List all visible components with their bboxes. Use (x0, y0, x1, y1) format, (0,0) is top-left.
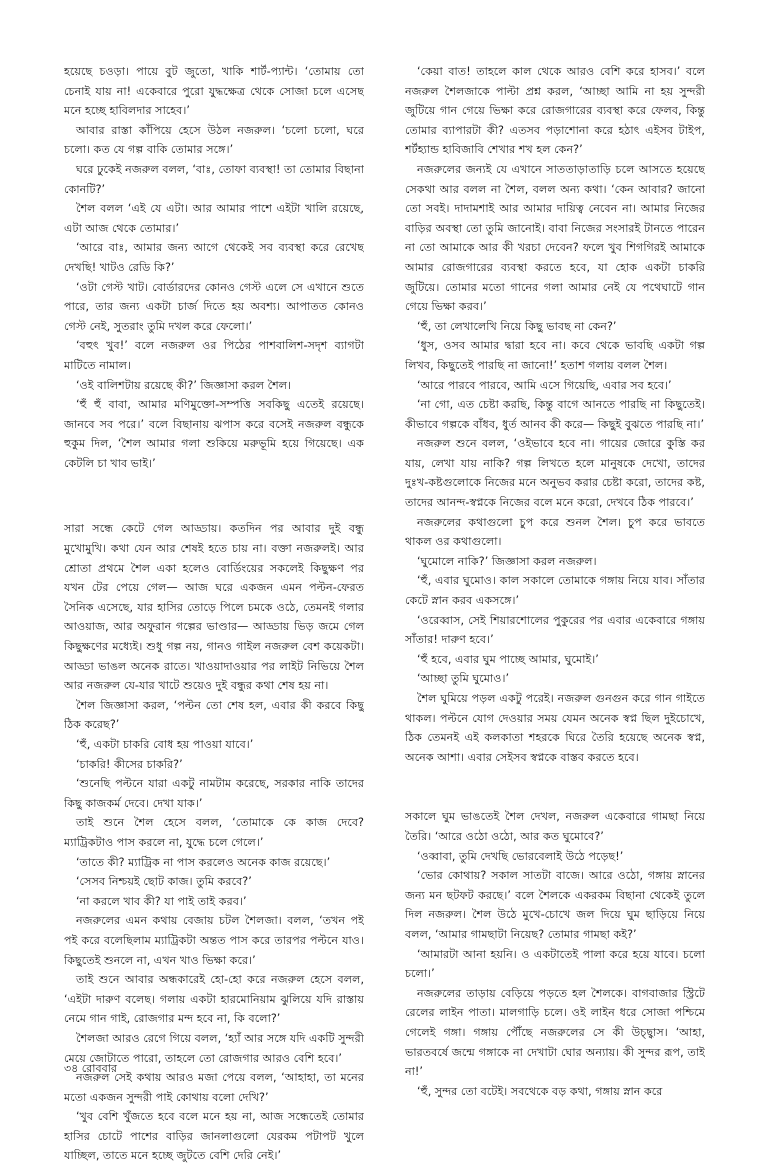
paragraph: শৈল ঘুমিয়ে পড়ল একটু পরেই। নজরুল গুনগুন করে গান গাইতে থাকল। পল্টনে যোগ দেওয়ার সময় যেমন অনেক স্বপ্ন ছিল দুইচোখে, ঠিক তেমনই এই কলকাতা শহরকে ঘিরে তৈরি হয়েছে অনেক স্বপ্ন, অনেক আশা। এবার সেইসব স্বপ্নকে বাস্তব করতে হবে। (405, 692, 705, 764)
paragraph: ‘হুঁ, এবার ঘুমোও। কাল সকালে তোমাকে গঙ্গায় নিয়ে যাব। সাঁতার কেটে স্নান করব একসঙ্গে।’ (405, 574, 705, 608)
paragraph: হয়েছে চওড়া। পায়ে বুট জুতো, খাকি শার্ট-প্যান্ট। ‘তোমায় তো চেনাই যায় না! একেবারে পুরো যুদ্ধক্ষেত্র থেকে সোজা চলে এসেছ মনে হচ্ছে হাবিলদার সাহেব।’ (64, 65, 364, 118)
paragraph: নজরুল সেই কথায় আরও মজা পেয়ে বলল, ‘আহাহা, তা মনের মতো একজন সুন্দরী পাই কোথায় বলো দেখি?’ (64, 1071, 364, 1104)
paragraph: সকালে ঘুম ভাঙতেই শৈল দেখল, নজরুল একেবারে গামছা নিয়ে তৈরি। ‘আরে ওঠো ওঠো, আর কত ঘুমোবে?’ (405, 810, 705, 843)
paragraph: ঘরে ঢুকেই নজরুল বলল, ‘বাঃ, তোফা ব্যবস্থা! তা তোমার বিছানা কোনটি?’ (64, 162, 364, 196)
paragraph: সারা সন্ধে কেটে গেল আড্ডায়। কতদিন পর আবার দুই বন্ধু মুখোমুখি। কথা যেন আর শেষই হতে চায় না। বক্তা নজরুলই। আর শ্রোতা প্রথমে শৈল একা হলেও বোর্ডিংয়ের সকলেই কিছুক্ষণ পর যখন টের পেয়ে গেল— আজ ঘরে একজন এমন পল্টন-ফেরত সৈনিক এসেছে, যার হাসির তোড়ে পিলে চমকে ওঠে, তেমনই গলার আওয়াজ, আর অফুরান গল্পের ভাণ্ডার— আড্ডায় ভিড় জমে গেল কিছুক্ষণের মধ্যেই। শুধু গল্প নয়, গানও গাইল নজরুল বেশ কয়েকটা। আড্ডা ভাঙল অনেক রাতে। খাওয়াদাওয়ার পর লাইট নিভিয়ে শৈল আর নজরুল যে-যার খাটে শুয়েও দুই বন্ধুর কথা শেষ হয় না। (64, 522, 364, 693)
paragraph: ‘ওরেব্বাস, সেই শিয়ারশোলের পুকুরের পর এবার একেবারে গঙ্গায় সাঁতার! দারুণ হবে।’ (405, 613, 705, 647)
section-break (405, 767, 705, 807)
page-footer: ৩৪ রোববার (64, 1062, 117, 1075)
paragraph: আবার রাস্তা কাঁপিয়ে হেসে উঠল নজরুল। ‘চলো চলো, ঘরে চলো। কত যে গল্প বাকি তোমার সঙ্গে।’ (64, 123, 364, 157)
paragraph: শৈল জিজ্ঞাসা করল, ‘পল্টন তো শেষ হল, এবার কী করবে কিছু ঠিক করেছ?’ (64, 698, 364, 732)
paragraph: নজরুলের এমন কথায় বেজায় চটল শৈলজা। বলল, ‘তখন পই পই করে বলেছিলাম ম্যাট্রিকটা অন্তত পাস করে তারপর পল্টনে যাও। কিছুতেই শুনলে না, এখন খাও ভিক্ষা করে।’ (64, 914, 364, 967)
paragraph: ‘তাতে কী? ম্যাট্রিক না পাস করলেও অনেক কাজ রয়েছে।’ (76, 855, 331, 869)
paragraph: শৈল বলল ‘এই যে এটা। আর আমার পাশে এইটা খালি রয়েছে, এটা আজ থেকে তোমার।’ (64, 202, 364, 235)
paragraph: ‘আরে পারবে পারবে, আমি এসে গিয়েছি, এবার সব হবে।’ (417, 378, 672, 392)
paragraph: ‘হুঁ, তা লেখালেখি নিয়ে কিছু ভাবছ না কেন?’ (417, 319, 617, 333)
paragraph: নজরুলের জন্যই যে এখানে সাততাড়াতাড়ি চলে আসতে হয়েছে সেকথা আর বলল না শৈল, বলল অন্য কথা। ‘কেন আবার? জানো তো সবই। দাদামশাই আর আমার দায়িত্ব নেবেন না। আমার নিজের বাড়ির অবস্থা তো তুমি জানোই। বাবা নিজের সংসারই টানতে পারেন না তো আমাকে আর কী খরচা দেবেন? ফলে খুব শিগগিরই আমাকে আমার রোজগারের ব্যবস্থা করতে হবে, যা হোক একটা চাকরি জুটিয়ে। তোমার মতো গানের গলা আমার নেই যে পথেঘাটে গান গেয়ে ভিক্ষা করব।’ (405, 162, 705, 314)
section-break (64, 473, 364, 519)
paragraph: ‘হুঁ হবে, এবার ঘুম পাচ্ছে আমার, ঘুমোই।’ (417, 652, 599, 666)
paragraph: তাই শুনে আবার অন্ধকারেই হো-হো করে নজরুল হেসে বলল, ‘এইটা দারুণ বলেছ। গলায় একটা হারমোনিয়াম ঝুলিয়ে যদি রাস্তায় নেমে গান গাই, রোজগার মন্দ হবে না, কি বলো?’ (64, 973, 364, 1026)
paragraph: ‘খুব বেশি খুঁজতে হবে বলে মনে হয় না, আজ সন্ধেতেই তোমার হাসির চোটে পাশের বাড়ির জানলাগুলো যেরকম পটাপট খুলে যাচ্ছিল, তাতে মনে হচ্ছে জুটতে বেশি দেরি নেই।’ (64, 1110, 364, 1163)
paragraph: ‘আরে বাঃ, আমার জন্য আগে থেকেই সব ব্যবস্থা করে রেখেছ দেখছি! খাটও রেডি কি?’ (64, 241, 364, 274)
paragraph: ‘হুঁ, একটা চাকরি বোধ হয় পাওয়া যাবে।’ (76, 738, 254, 751)
paragraph: ‘হুঁ, সুন্দর তো বটেই। সবথেকে বড় কথা, গঙ্গায় স্নান করে (417, 1084, 663, 1098)
paragraph: ‘না করলে খাব কী? যা পাই তাই করব।’ (76, 894, 247, 908)
paragraph: শৈলজা আরও রেগে গিয়ে বলল, ‘হ্যাঁ আর সঙ্গে যদি একটি সুন্দরী মেয়ে জোটাতে পারো, তাহলে তো রোজগার আরও বেশি হবে।’ (64, 1031, 364, 1065)
paragraph: ‘ঘুমোলে নাকি?’ জিজ্ঞাসা করল নজরুল। (417, 554, 597, 568)
paragraph: ‘চাকরি! কীসের চাকরি?’ (76, 757, 183, 771)
paragraph: ‘ভোর কোথায়? সকাল সাতটা বাজে। আরে ওঠো, গঙ্গায় স্নানের জন্য মন ছটফট করছে।’ বলে শৈলকে একরকম বিছানা থেকেই তুলে দিল নজরুল। শৈল উঠে মুখে-চোখে জল দিয়ে ঘুম ছাড়িয়ে নিয়ে বলল, ‘আমার গামছাটা নিয়েছ? তোমার গামছা কই?’ (405, 869, 705, 941)
paragraph: ‘বহুৎ খুব!’ বলে নজরুল ওর পিঠের পাশবালিশ-সদৃশ ব্যাগটা মাটিতে নামাল। (64, 339, 364, 372)
left-column (64, 62, 364, 1166)
paragraph: ‘ধুস, ওসব আমার দ্বারা হবে না। কবে থেকে ভাবছি একটা গল্প লিখব, কিছুতেই পারছি না জানো!’ হতাশ গলায় বলল শৈল। (405, 339, 705, 372)
paragraph: ‘না গো, এত চেষ্টা করছি, কিন্তু বাগে আনতে পারছি না কিছুতেই। কীভাবে গল্পকে বাঁধব, ধুর্ত আনব কী করে— কিছুই বুঝতে পারছি না।’ (405, 398, 705, 431)
paragraph: তাই শুনে শৈল হেসে বলল, ‘তোমাকে কে কাজ দেবে? ম্যাট্রিকটাও পাস করলে না, যুদ্ধে চলে গেলে।’ (64, 816, 364, 849)
paragraph: ‘আচ্ছা তুমি ঘুমোও।’ (417, 672, 510, 686)
paragraph: ‘আমারটা আনা হয়নি। ও একটাতেই পালা করে হয়ে যাবে। চলো চলো।’ (405, 947, 705, 981)
paragraph: ‘সেসব নিশ্চয়ই ছোট কাজ। তুমি করবে?’ (76, 875, 252, 889)
paragraph: ‘ওটা গেস্ট খাট। বোর্ডারদের কোনও গেস্ট এলে সে এখানে শুতে পারে, তার জন্য একটা চার্জ দিতে হয় অবশ্য। আপাতত কোনও গেস্ট নেই, সুতরাং তুমি দখল করে ফেলো।’ (64, 280, 364, 333)
paragraph: ‘ওই বালিশটায় রয়েছে কী?’ জিজ্ঞাসা করল শৈল। (76, 378, 292, 392)
paragraph: নজরুলের কথাগুলো চুপ করে শুনল শৈল। চুপ করে ভাবতে থাকল ওর কথাগুলো। (405, 515, 705, 549)
paragraph: নজরুল শুনে বলল, ‘ওইভাবে হবে না। গায়ের জোরে কুস্তি কর যায়, লেখা যায় নাকি? গল্প লিখতে হলে মানুষকে দেখো, তাদের দুঃখ-কষ্টগুলোকে নিজের মনে অনুভব করার চেষ্টা করো, তাদের কষ্ট, তাদের আনন্দ-স্বপ্নকে নিজের বলে মনে করো, দেখবে ঠিক পারবে।’ (405, 437, 705, 510)
paragraph: ‘শুনেছি পল্টনে যারা একটু নামটাম করেছে, সরকার নাকি তাদের কিছু কাজকর্ম দেবে। দেখা যাক।’ (64, 777, 364, 810)
paragraph: ‘ওব্বাবা, তুমি দেখছি ভোরবেলাই উঠে পড়েছ!’ (417, 849, 624, 863)
paragraph: ‘হুঁ হুঁ বাবা, আমার মণিমুক্তো-সম্পত্তি সবকিছু এতেই রয়েছে। জানবে সব পরে।’ বলে বিছানায় ঝপাস করে বসেই নজরুল বন্ধুকে হুকুম দিল, ‘শৈল আমার গলা শুকিয়ে মরুভূমি হয়ে গিয়েছে। এক কেটলি চা খাব ভাই।’ (64, 398, 364, 470)
paragraph: ‘কেয়া বাত! তাহলে কাল থেকে আরও বেশি করে হাসব।’ বলে নজরুল শৈলজাকে পাল্টা প্রশ্ন করল, ‘আচ্ছা আমি না হয় সুন্দরী জুটিয়ে গান গেয়ে ভিক্ষা করে রোজগারের ব্যবস্থা করে ফেলব, কিন্তু তোমার ব্যাপারটা কী? এতসব পড়াশোনা করে হঠাৎ এইসব টাইপ, শর্টহ্যান্ড হাবিজাবি শেখার শখ হল কেন?’ (405, 65, 705, 157)
paragraph: নজরুলের তাড়ায় বেড়িয়ে পড়তে হল শৈলকে। বাগবাজার স্ট্রিটে রেলের লাইন পাতা। মালগাড়ি চলে। ওই লাইন ধরে সোজা পশ্চিমে গেলেই গঙ্গা। গঙ্গায় পৌঁছে নজরুলের সে কী উচ্ছ্বাস। ‘আহা, ভারতবর্ষে জন্মে গঙ্গাকে না দেখাটা ঘোর অন্যায়। কী সুন্দর রূপ, তাই না!’ (405, 986, 705, 1079)
right-column (405, 62, 705, 1101)
